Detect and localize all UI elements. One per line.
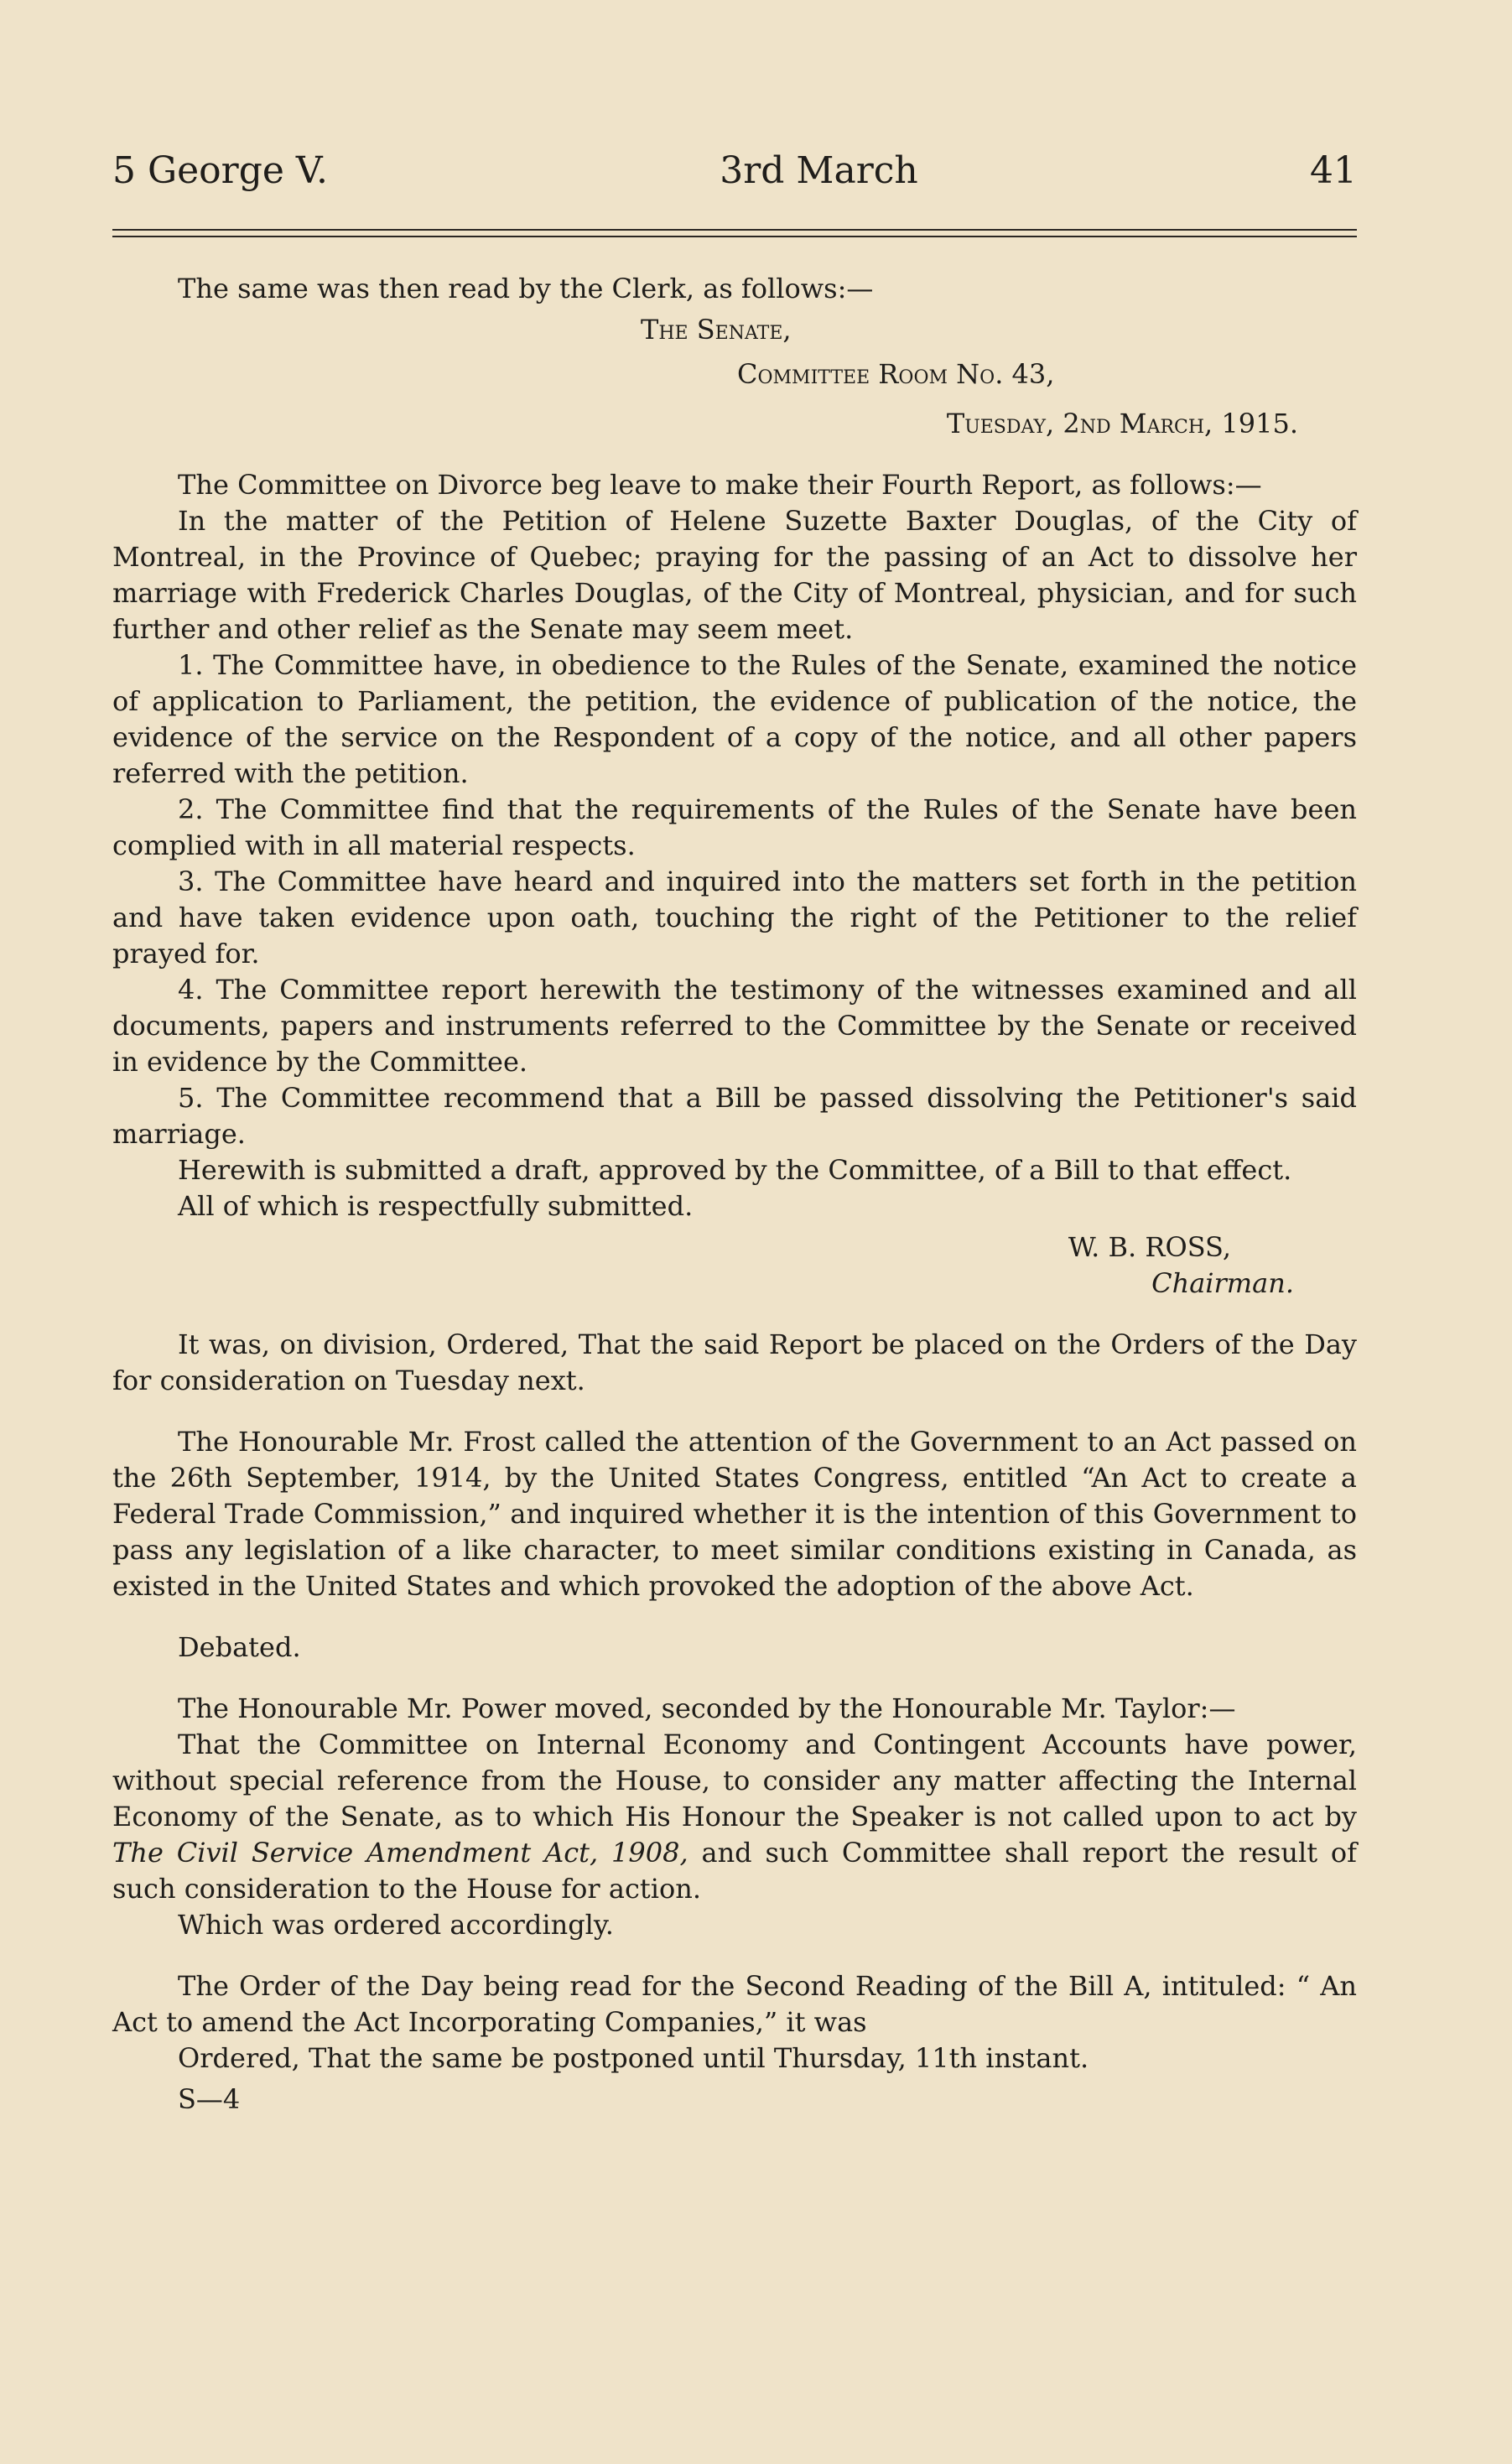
debated-note: Debated. [178,1631,301,1663]
signatory-title: Chairman. [1151,1267,1294,1299]
order-of-day-result: Ordered, That the same be postponed until Thursday, 11th instant. [178,2042,1089,2074]
running-header [112,149,1357,192]
report-item-2: 2. The Committee find that the requirements of the Rules of the Senate have been complied with in all material respects. [112,793,1357,861]
report-item-4: 4. The Committee report herewith the testimony of the witnesses examined and all documents, papers and instruments referred to the Committee by the Senate or received in evidence by the Committee. [112,974,1357,1078]
power-motion-text: That the Committee on Internal Economy and Contingent Accounts have power, without special reference from the House, to consider any matter affecting the Internal Economy of the Senate, as to which His Honour the Speaker is not called upon to act by The Civil Service Amendment Act, 1908, and such Committee shall report the result of such consideration to the House for action. [112,1728,1358,1905]
act-title: The Civil Service Amendment Act, 1908, [112,1837,688,1869]
report-matter: In the matter of the Petition of Helene Suzette Baxter Douglas, of the City of Montreal, in the Province of Quebec; praying for the passing of an Act to dissolve her marriage with Frederick Charles Douglas, of the City of Montreal, physician, and for such further and other relief as the Senate may seem meet. [112,505,1357,645]
signatory-name: W. B. ROSS, [1068,1231,1231,1263]
order-of-day: The Order of the Day being read for the Second Reading of the Bill A, intituled: “ An Act to amend the Act Incorporating Companies,” it was [112,1970,1357,2038]
power-motion: The Honourable Mr. Power moved, seconded by the Honourable Mr. Taylor:— [178,1692,1236,1724]
regnal-year: 5 George V. [112,149,328,192]
report-item-5: 5. The Committee recommend that a Bill be passed dissolving the Petitioner's said marriage. [112,1082,1357,1150]
report-item-1: 1. The Committee have, in obedience to the Rules of the Senate, examined the notice of application to Parliament, the petition, the evidence of publication of the notice, the evidence of the service on the Respondent of a copy of the notice, and all other papers referred with the petition. [112,649,1357,789]
header-date: 3rd March [720,149,918,192]
address-senate: The Senate, [641,314,792,346]
page-number: 41 [1310,149,1357,192]
report-item-3: 3. The Committee have heard and inquired into the matters set forth in the petition and have taken evidence upon oath, touching the right of the Petitioner to the relief prayed for. [112,866,1357,969]
header-rule [112,229,1357,237]
address-date: Tuesday, 2nd March, 1915. [946,408,1298,439]
report-closing: All of which is respectfully submitted. [178,1190,694,1222]
report-order: It was, on division, Ordered, That the said Report be placed on the Orders of the Day for consideration on Tuesday next. [112,1328,1357,1396]
page-body [112,271,1357,2118]
power-result: Which was ordered accordingly. [178,1909,614,1941]
address-room: Committee Room No. 43, [737,358,1055,390]
signature-mark: S—4 [178,2083,241,2115]
frost-inquiry: The Honourable Mr. Frost called the attention of the Government to an Act passed on the 26th September, 1914, by the United States Congress, entitled “An Act to create a Federal Trade Commission,” and inquired whether it is the intention of this Government to pass any legislation of a like character, to meet similar conditions existing in Canada, as existed in the United States and which provoked the adoption of the above Act. [112,1426,1357,1602]
intro-line: The same was then read by the Clerk, as follows:— [178,273,874,304]
report-draft: Herewith is submitted a draft, approved by the Committee, of a Bill to that effect. [178,1154,1292,1186]
report-opening: The Committee on Divorce beg leave to make their Fourth Report, as follows:— [178,469,1262,501]
